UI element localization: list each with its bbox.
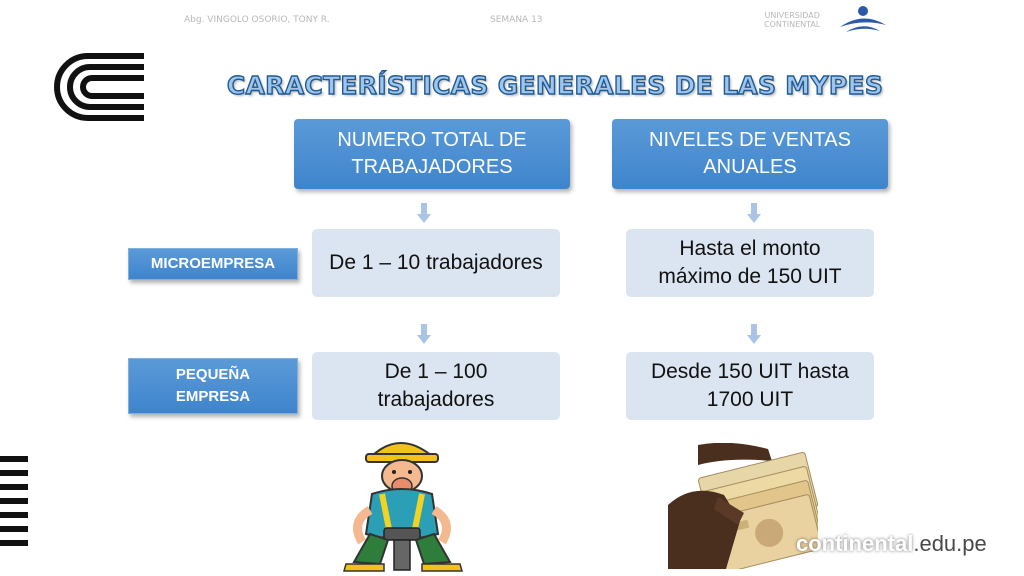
column-header-workers-line1: NUMERO TOTAL DE <box>337 129 527 151</box>
university-name-line1: UNIVERSIDAD <box>764 11 820 20</box>
cell-micro-workers-line1: De 1 – 10 trabajadores <box>329 251 543 274</box>
brand-name: continental <box>796 531 914 556</box>
brand-footer <box>796 531 987 557</box>
cell-micro-sales-line1: Hasta el monto <box>679 237 821 260</box>
row-label-microempresa-line1: MICROEMPRESA <box>150 255 276 272</box>
cell-micro-sales-line2: máximo de 150 UIT <box>658 265 842 288</box>
column-header-sales-line1: NIVELES DE VENTAS <box>649 129 851 151</box>
cell-micro-sales <box>626 229 874 297</box>
cell-pequena-sales <box>626 352 874 420</box>
down-arrow-icon <box>747 324 761 344</box>
page-title: CARACTERÍSTICAS GENERALES DE LAS MYPES <box>226 71 884 100</box>
row-label-pequena-line1: PEQUEÑA <box>175 366 251 383</box>
worker-illustration <box>340 430 466 572</box>
row-label-microempresa <box>128 248 298 280</box>
week-text: SEMANA 13 <box>490 15 543 25</box>
cell-pequena-workers-line2: trabajadores <box>377 388 495 411</box>
column-header-sales <box>612 119 888 189</box>
side-bars-decoration <box>0 456 28 546</box>
down-arrow-icon <box>417 203 431 223</box>
university-name-line2: CONTINENTAL <box>764 20 821 29</box>
author-text: Abg. VINGOLO OSORIO, TONY R. <box>184 15 330 25</box>
brand-domain: .edu.pe <box>913 531 987 556</box>
down-arrow-icon <box>417 324 431 344</box>
row-label-pequena-line2: EMPRESA <box>175 388 251 405</box>
down-arrow-icon <box>747 203 761 223</box>
university-name <box>764 11 820 29</box>
university-logo-icon <box>838 5 888 35</box>
cell-micro-workers <box>312 229 560 297</box>
cell-pequena-workers <box>312 352 560 420</box>
cell-pequena-workers-line1: De 1 – 100 <box>384 360 488 383</box>
column-header-workers-line2: TRABAJADORES <box>351 156 513 178</box>
column-header-sales-line2: ANUALES <box>703 156 797 178</box>
cell-pequena-sales-line1: Desde 150 UIT hasta <box>650 360 850 383</box>
row-label-pequena-empresa <box>128 358 298 414</box>
cell-pequena-sales-line2: 1700 UIT <box>706 388 794 411</box>
column-header-workers <box>294 119 570 189</box>
